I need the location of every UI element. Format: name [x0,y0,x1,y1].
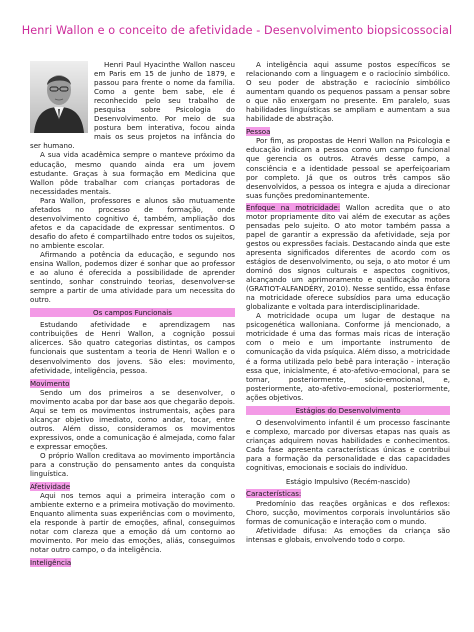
movimento-paragraph: Sendo um dos primeiros a se desenvolver, o movimento acaba por dar base aos que chegarão depois. Aqui se tem os movimentos instrumentais, ações para alcançar objetivo imediato, como andar, tocar, entre outros. Além disso, consideramos os movimentos expressivos, onde a comunicação é almejada, como falar e expressar emoções. [30,387,235,451]
intro-paragraph-3: Para Wallon, professores e alunos são mutuamente afetados no processo de formação, onde desenvolvimento cognitivo é, também, ampliação dos afetos e da capacidade de expressar sentimentos. O desafio do afeto é compartilhado entre todos os sujeitos, no ambiente escolar. [30,195,235,250]
label-enfoque-motricidade: Enfoque na motricidade: [246,202,341,212]
intro-paragraph-1: Henri Paul Hyacinthe Wallon nasceu em Paris em 15 de junho de 1879, e passou para frente o nome da família. Como a gente bem sabe, ele é reconhecido pelo seu trabalho de pesquisa sobre Psicologia do Desenvolvimento. Por meio de sua postura bem interativa, focou ainda mais os seus projetos na infância do ser humano. [30,60,235,151]
pessoa-paragraph: Por fim, as propostas de Henri Wallon na Psicologia e educação indicam a pessoa como um campo funcional que gerencia os outros. Através desse campo, a consciência e a identidade pessoal se aperfeiçoariam por completo. Já que os outros três campos são desenvolvidos, a pessoa os integra e ajuda a direcionar suas funções predominantemente. [246,136,450,200]
label-movimento: Movimento [30,378,70,388]
afetividade-paragraph: Aqui nos temos aqui a primeira interação com o ambiente externo e a primeira motivação do movimento. Enquanto alimenta suas experiências com o movimento, ela responde à partir de emoções, afinal, conseguimos notar com clareza que a emoção dá um contorno ao movimento. Por meio das emoções, aliás, conseguimos notar outro campo, o da inteligência. [30,491,235,555]
intro-paragraph-2: A sua vida acadêmica sempre o manteve próximo da educação, mesmo quando ainda era um jovem estudante. Graças à sua formação em Medicina que Wallon pôde trabalhar com crianças portadoras de necessidades mentais. [30,150,235,196]
heading-campos-funcionais: Os campos Funcionais [30,308,235,317]
enfoque-paragraph [246,203,450,312]
heading-estagios: Estágios do Desenvolvimento [246,406,450,415]
label-inteligencia: Inteligência [30,558,72,568]
campos-paragraph: Estudando afetividade e aprendizagem nas contribuições de Henri Wallon, a cognição possui alicerces. São quatro categorias distintas, os campos funcionais que sustentam a teoria de Henri Wallon e o desenvolvimento dos jovens. São eles: movimento, afetividade, inteligência, pessoa. [30,320,235,375]
intro-paragraph-4: Afirmando a potência da educação, e segundo nos ensina Wallon, podemos dizer é sonhar que ao professor e ao aluno é oferecida a possibilidade de aprender sentindo, sonhar construindo teorias, desenvolver-se sempre a partir de uma atividade para um necessita do outro. [30,249,235,305]
bullet-item-2: Afetividade difusa: As emoções da criança são intensas e globais, envolvendo todo o corpo. [246,526,450,545]
movimento-paragraph-2: O próprio Wallon creditava ao movimento importância para a construção do pensamento antes da conquista linguística. [30,450,235,479]
label-caracteristicas: Características: [246,489,302,499]
portrait-photo [30,61,88,133]
estagios-paragraph: O desenvolvimento infantil é um processo fascinante e complexo, marcado por diversas etapas nas quais as crianças adquirem novas habilidades e conhecimentos. Cada fase apresenta características únicas e contribui para a formação da personalidade e das capacidades cognitivas, emocionais e sociais do indivíduo. [246,417,450,473]
motricidade-paragraph: A motricidade ocupa um lugar de destaque na psicogenética walloniana. Conforme já mencionado, a motricidade é uma das formas mais ricas de interação com o meio e um importante instrumento de comunicação da vida psíquica. Além disso, a motricidade é a forma utilizada pelo bebê para interação - interação essa que, inicialmente, é ato-afetivo-emocional, para se tornar, posteriormente, sócio-emocional, e, posteriormente, ato-afetivo-emocional, posteriormente, ações objetivos. [246,311,450,402]
enfoque-text: Wallon acredita que o ato motor propriamente dito vai além de executar as ações pensadas pelo sujeito. O ato motor também passa a papel de garantir a expressão da afetividade, seja por gestos ou expressões faciais. Destacando ainda que este apresenta significados diferentes de acordo com os estágios de desenvolvimento, ou seja, o ato motor é um dominó dos signos culturais e aspectos cognitivos, alcançando um aprimoramento e qualificação motora (GRATIOT-ALFANDÉRY, 2010). Nesse sentido, essa ênfase na motricidade oferece subsídios para uma educação globalizante e voltada para interdisciplinaridade. [246,202,450,312]
label-pessoa: Pessoa [246,127,271,137]
inteligencia-paragraph: A inteligência aqui assume postos específicos se relacionando com a linguagem e o raciocínio simbólico. O seu poder de abstração e raciocínio simbólico aumentam quando os pequenos passam a pensar sobre o que não enxergam no presente. Em paralelo, suas habilidades linguísticas se ampliam e aumentam a sua habilidade de abstração. [246,60,450,124]
label-afetividade: Afetividade [30,482,71,492]
heading-estagio-impulsivo: Estágio Impulsivo (Recém-nascido) [285,477,411,487]
left-column [30,60,235,568]
right-column [246,60,450,544]
document-title: Henri Wallon e o conceito de afetividade - Desenvolvimento biopsicossocial [21,24,453,37]
bullet-item-1: Predomínio das reações orgânicas e dos reflexos: Choro, sucção, movimentos corporais involuntários são formas de comunicação e interação com o mundo. [246,499,450,527]
